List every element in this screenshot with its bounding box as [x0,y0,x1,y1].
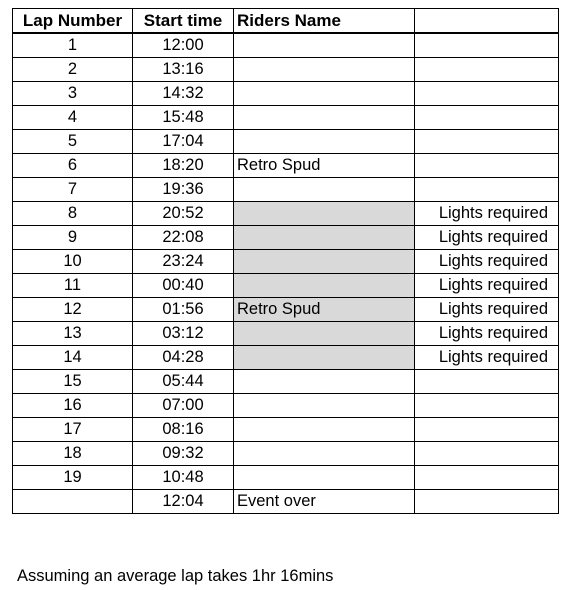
note-cell: Lights required [415,298,559,322]
table-row [13,202,559,226]
rider-name-cell [234,466,415,490]
table-row [13,370,559,394]
note-cell: Lights required [415,250,559,274]
lap-number-cell: 12 [13,298,133,322]
rider-name-cell [234,106,415,130]
table-row [13,250,559,274]
rider-name-cell [234,33,415,58]
lap-number-cell: 5 [13,130,133,154]
start-time-cell: 05:44 [133,370,234,394]
table-row [13,418,559,442]
table-row [13,82,559,106]
note-cell [415,58,559,82]
rider-name-cell [234,226,415,250]
lap-number-cell: 13 [13,322,133,346]
rider-name-cell [234,274,415,298]
table-row [13,178,559,202]
note-cell: Lights required [415,322,559,346]
note-cell [415,82,559,106]
rider-name-cell [234,442,415,466]
lap-number-cell: 6 [13,154,133,178]
rider-name-cell: Retro Spud [234,298,415,322]
note-cell: Lights required [415,346,559,370]
table-row [13,130,559,154]
start-time-cell: 09:32 [133,442,234,466]
lap-number-cell: 16 [13,394,133,418]
start-time-cell: 20:52 [133,202,234,226]
start-time-cell: 15:48 [133,106,234,130]
note-cell [415,370,559,394]
header-riders-name: Riders Name [234,9,415,34]
start-time-cell: 19:36 [133,178,234,202]
lap-number-cell: 1 [13,33,133,58]
rider-name-cell [234,130,415,154]
lap-number-cell: 19 [13,466,133,490]
lap-number-cell: 11 [13,274,133,298]
table-row [13,322,559,346]
start-time-cell: 14:32 [133,82,234,106]
table-row [13,106,559,130]
start-time-cell: 17:04 [133,130,234,154]
note-cell [415,33,559,58]
table-row [13,466,559,490]
start-time-cell: 00:40 [133,274,234,298]
table-row [13,490,559,514]
rider-name-cell [234,178,415,202]
lap-number-cell: 2 [13,58,133,82]
start-time-cell: 13:16 [133,58,234,82]
rider-name-cell [234,250,415,274]
lap-number-cell [13,490,133,514]
start-time-cell: 18:20 [133,154,234,178]
start-time-cell: 12:04 [133,490,234,514]
lap-number-cell: 18 [13,442,133,466]
start-time-cell: 01:56 [133,298,234,322]
note-cell [415,418,559,442]
note-cell [415,154,559,178]
rider-name-cell [234,370,415,394]
lap-schedule-table [12,8,559,514]
table-row [13,154,559,178]
rider-name-cell: Event over [234,490,415,514]
lap-number-cell: 9 [13,226,133,250]
note-cell [415,466,559,490]
table-row [13,442,559,466]
note-cell [415,442,559,466]
rider-name-cell: Retro Spud [234,154,415,178]
note-cell [415,490,559,514]
rider-name-cell [234,346,415,370]
start-time-cell: 07:00 [133,394,234,418]
start-time-cell: 10:48 [133,466,234,490]
lap-number-cell: 17 [13,418,133,442]
note-cell [415,178,559,202]
rider-name-cell [234,82,415,106]
rider-name-cell [234,322,415,346]
lap-number-cell: 4 [13,106,133,130]
table-row [13,33,559,58]
note-cell: Lights required [415,202,559,226]
lap-number-cell: 15 [13,370,133,394]
lap-number-cell: 14 [13,346,133,370]
table-body [13,33,559,514]
start-time-cell: 12:00 [133,33,234,58]
start-time-cell: 04:28 [133,346,234,370]
header-lap-number: Lap Number [13,9,133,34]
lap-number-cell: 10 [13,250,133,274]
lap-number-cell: 3 [13,82,133,106]
lap-number-cell: 8 [13,202,133,226]
lap-assumption-note: Assuming an average lap takes 1hr 16mins [17,567,334,585]
rider-name-cell [234,202,415,226]
start-time-cell: 22:08 [133,226,234,250]
table-row [13,58,559,82]
table-row [13,274,559,298]
rider-name-cell [234,418,415,442]
table-header-row [13,9,559,34]
note-cell: Lights required [415,226,559,250]
header-notes [415,9,559,34]
note-cell [415,130,559,154]
table-row [13,346,559,370]
rider-name-cell [234,394,415,418]
note-cell [415,394,559,418]
start-time-cell: 23:24 [133,250,234,274]
note-cell [415,106,559,130]
start-time-cell: 08:16 [133,418,234,442]
start-time-cell: 03:12 [133,322,234,346]
header-start-time: Start time [133,9,234,34]
rider-name-cell [234,58,415,82]
table-row [13,226,559,250]
note-cell: Lights required [415,274,559,298]
table-row [13,298,559,322]
lap-number-cell: 7 [13,178,133,202]
table-row [13,394,559,418]
